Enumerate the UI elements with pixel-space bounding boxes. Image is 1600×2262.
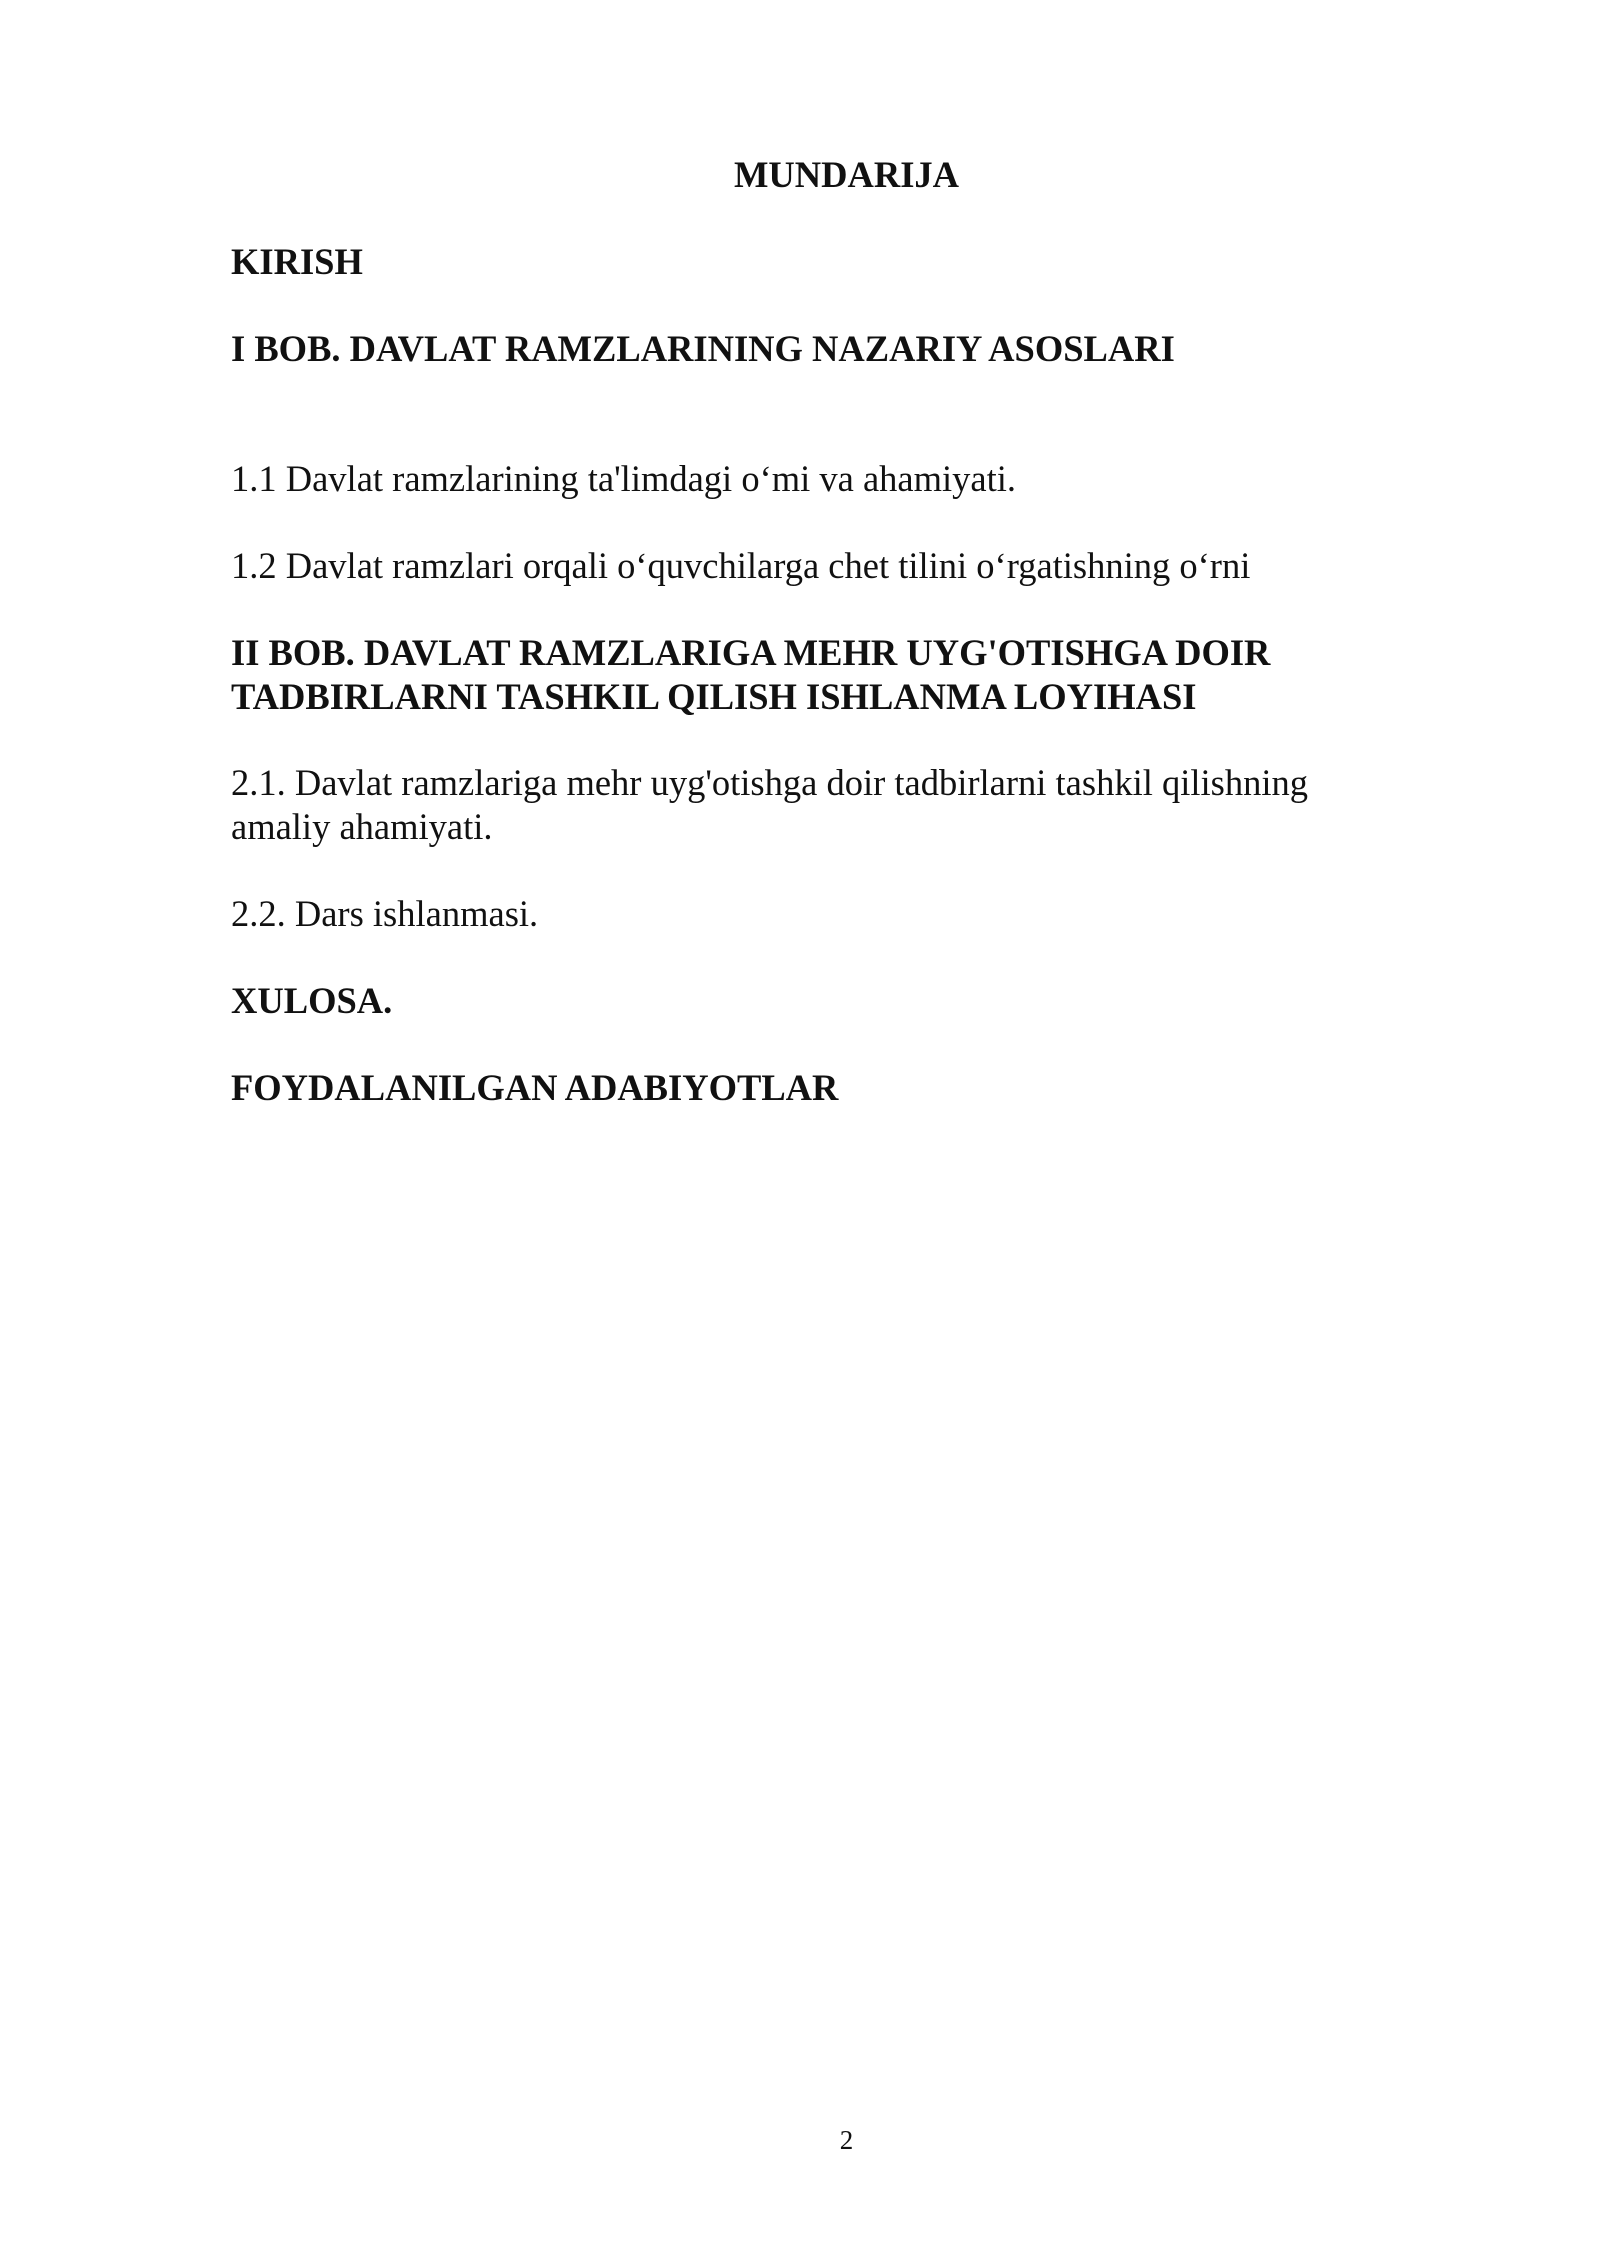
toc-entry-section-1-2: 1.2 Davlat ramzlari orqali o‘quvchilarga chet tilini o‘rgatishning o‘rni bbox=[231, 545, 1251, 586]
toc-entry-chapter-2: II BOB. DAVLAT RAMZLARIGA MEHR UYG'OTISHGA DOIR TADBIRLARNI TASHKIL QILISH ISHLANMA LOYIHASI bbox=[231, 632, 1271, 717]
toc-entry-chapter-1: I BOB. DAVLAT RAMZLARINING NAZARIY ASOSLARI bbox=[231, 328, 1175, 369]
toc-entry-references: FOYDALANILGAN ADABIYOTLAR bbox=[231, 1067, 839, 1108]
toc-entry-kirish: KIRISH bbox=[231, 241, 363, 282]
toc-entry-section-2-2: 2.2. Dars ishlanmasi. bbox=[231, 893, 539, 934]
page-title: MUNDARIJA bbox=[733, 154, 960, 195]
page-number: 2 bbox=[839, 2125, 854, 2155]
toc-entry-section-2-1: 2.1. Davlat ramzlariga mehr uyg'otishga doir tadbirlarni tashkil qilishning amaliy ahamiyati. bbox=[231, 762, 1308, 847]
toc-entry-xulosa: XULOSA. bbox=[231, 980, 393, 1021]
toc-entry-section-1-1: 1.1 Davlat ramzlarining ta'limdagi o‘mi va ahamiyati. bbox=[231, 458, 1016, 499]
